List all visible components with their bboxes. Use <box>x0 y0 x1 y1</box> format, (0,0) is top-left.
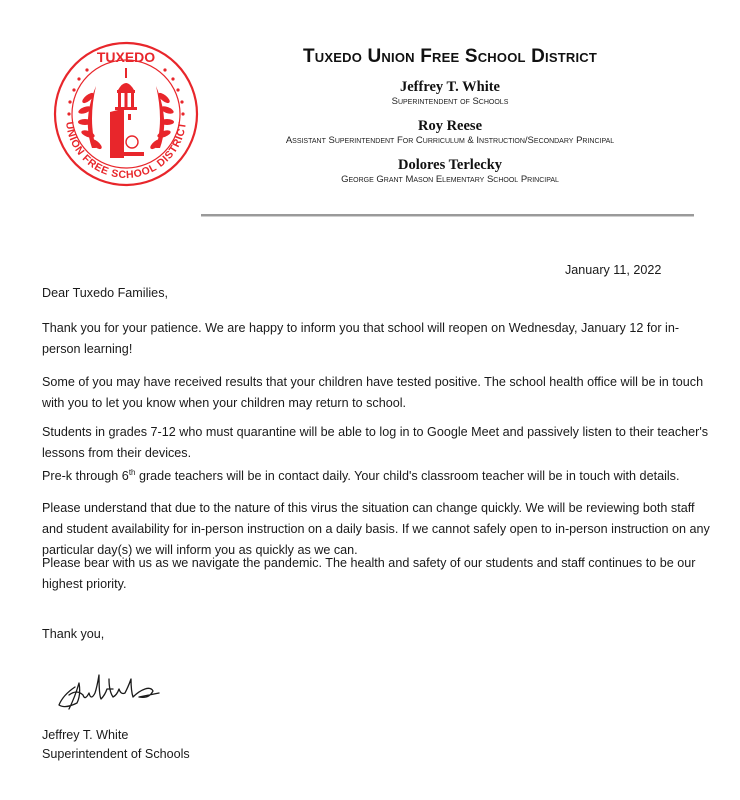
letter-date: January 11, 2022 <box>565 263 662 277</box>
staff-assistant-superintendent <box>200 118 700 147</box>
staff-title: Superintendent of Schools <box>391 96 509 107</box>
svg-text:UNION FREE SCHOOL DISTRICT: UNION FREE SCHOOL DISTRICT <box>63 121 189 182</box>
superscript: th <box>128 467 136 477</box>
paragraph-reopening: Thank you for your patience. We are happy to inform you that school will reopen on Wednesday, January 12 for in-person learning! <box>42 321 680 356</box>
staff-title: Assistant Superintendent For Curriculum & Instruction/Secondary Principal <box>285 135 615 146</box>
staff-name: Jeffrey T. White <box>399 79 500 95</box>
paragraph-prek-6 <box>42 466 717 487</box>
staff-name: Dolores Terlecky <box>397 157 503 173</box>
letterhead <box>200 44 700 186</box>
text-run: Pre-k through 6 <box>42 469 129 483</box>
closing: Thank you, <box>42 627 105 641</box>
district-name: Tuxedo Union Free School District <box>303 46 597 67</box>
signature-icon <box>55 665 165 715</box>
signer-title: Superintendent of Schools <box>42 747 190 761</box>
paragraph-situation-change: Please understand that due to the nature of this virus the situation can change quickly. We will be reviewing both staff and student availability for in-person instruction on a daily basis. If we cannot safely open to in-person instruction on any particular day(s) we will inform you as quickly as we can. <box>42 501 710 557</box>
staff-title: George Grant Mason Elementary School Principal <box>341 174 559 185</box>
paragraph-pandemic: Please bear with us as we navigate the pandemic. The health and safety of our students and staff continues to be our highest priority. <box>42 556 696 591</box>
salutation: Dear Tuxedo Families, <box>42 286 168 300</box>
staff-elementary-principal <box>200 157 700 186</box>
staff-name: Roy Reese <box>417 118 483 134</box>
staff-superintendent <box>200 79 700 108</box>
paragraph-positive-tests: Some of you may have received results that your children have tested positive. The school health office will be in touch with you to let you know when your children may return to school. <box>42 375 704 410</box>
letterhead-divider <box>201 214 694 217</box>
text-run: grade teachers will be in contact daily. Your child's classroom teacher will be in touch with details. <box>135 469 680 483</box>
svg-text:TUXEDO: TUXEDO <box>96 49 156 65</box>
district-seal-icon <box>52 40 200 188</box>
paragraph-quarantine: Students in grades 7-12 who must quarantine will be able to log in to Google Meet and passively listen to their teacher's lessons from their devices. <box>42 425 709 460</box>
signer-name: Jeffrey T. White <box>42 728 129 742</box>
